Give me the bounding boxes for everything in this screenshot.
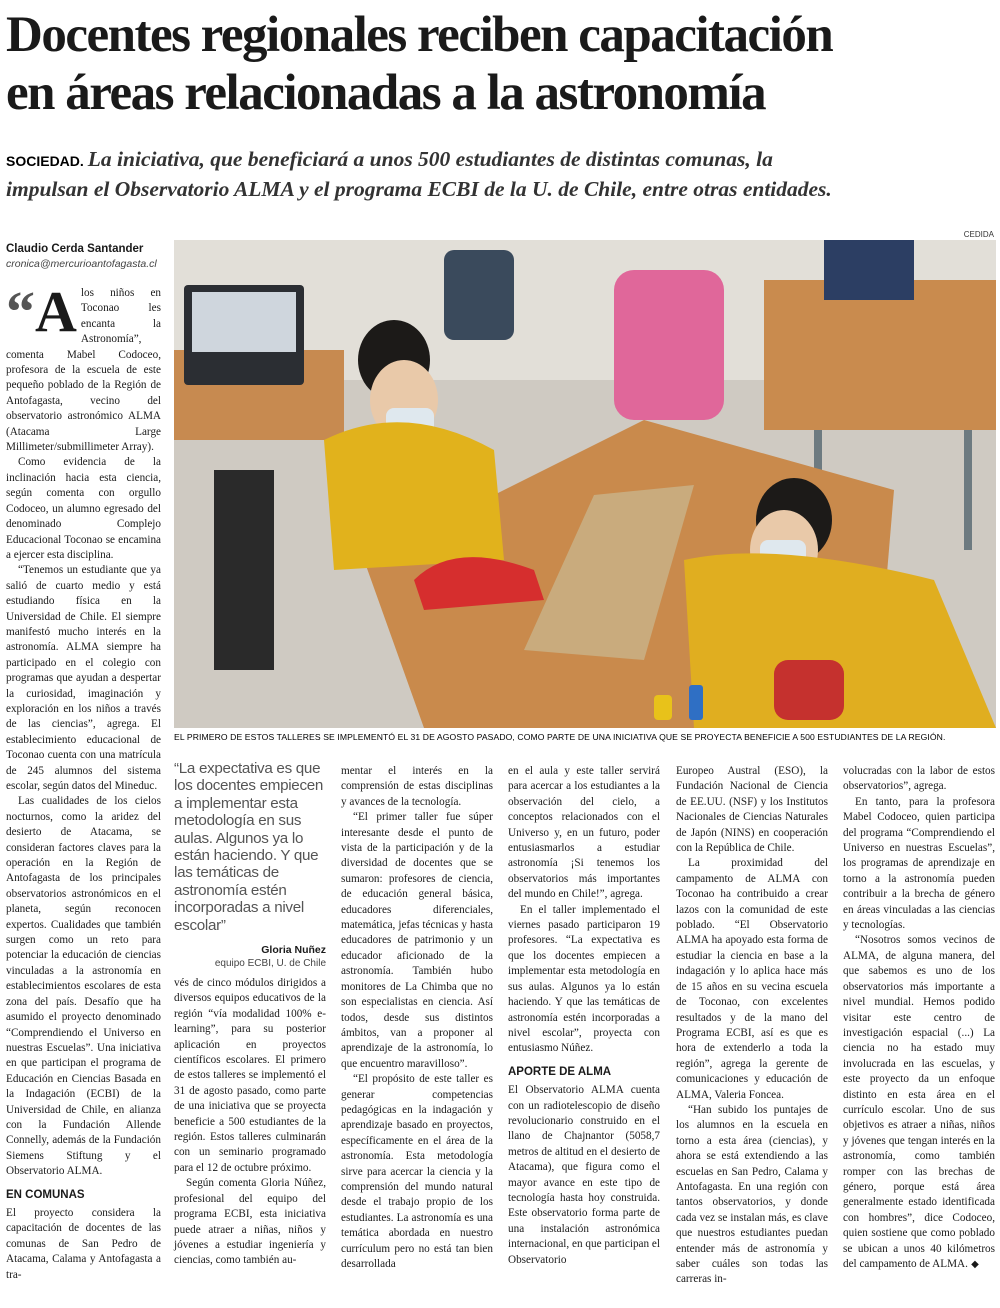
paragraph: “El primer taller fue súper interesante desde el punto de vista de la participación y de la diversidad de docentes que se sumaron: profesores de ciencia, de educación general básica, educadores diferenciales, matemática, jefas técnicas y hasta educadores de patrimonio y un educador aficionado de la astronomía. También hubo monitores de La Chimba que no son especialistas en ciencia. Así todos, desde sus distintos ámbitos, van a proponer al aprendizaje de la astronomía, lo que encuentro maravilloso”. bbox=[341, 811, 493, 1070]
paragraph: “Nosotros somos vecinos de ALMA, de alguna manera, del que sabemos es uno de los observatorios más importante a nivel mundial. Hemos podido visitar este centro de investigación espacial (...) La ciencia no ha estado muy involucrada en las escuelas, y este proyecto da un enfoque distinto en esta área en el currículo escolar. Uno de sus objetivos es atraer a niñas, niños y jóvenes que tengan interés en la astronomía, como también romper con las brechas de género, porque está área generalmente estado identificada con hombres”, dice Codoceo, quien sostiene que como poblado se ubican a unos 40 kilómetros del campamento de ALMA. ◆ bbox=[843, 934, 995, 1270]
classroom-illustration bbox=[174, 240, 996, 728]
column-5 bbox=[676, 764, 828, 1288]
paragraph: “Tenemos un estudiante que ya salió de cuarto medio y está estudiando física en la Universidad de Chile. El siempre manifestó mucho interés en la astronomía. ALMA siempre ha participado en el colegio con programas que ayudan a despertar la curiosidad, imaginación y exploración en los niños a través de las ciencias”, agrega. El establecimiento educacional de Toconao cuenta con una matrícula de 245 alumnos del sistema escolar, según datos del Mineduc. bbox=[6, 564, 161, 792]
paragraph: en el aula y este taller servirá para acercar a los estudiantes a la observación del cielo, a conceptos relacionados con el Universo y, en un futuro, poder entusiasmarlos a estudiar astronomía ¡Si tenemos los observatorios más importantes del mundo en Chile!”, agrega. bbox=[508, 765, 660, 901]
paragraph: Las cualidades de los cielos nocturnos, como la aridez del desierto de Atacama, se consideran factores claves para la operación en la Región de Antofagasta de los principales observatorios astronómicos en el planeta, según reconocen expertos. Cualidades que también surgen como un reto para potenciar la educación de ciencias vinculadas a la astronomía en establecimientos escolares de esta zona del país. Desafío que ha asumido el proyecto denominado “Comprendiendo el Universo en nuestras Escuelas”. Una iniciativa en que participan el programa de Educación en Ciencias Basada en la Indagación (ECBI) de la Universidad de Chile, en alianza con la Fundación Allende Connelly, además de la Fundación Siemens Stiftung y el Observatorio ALMA. bbox=[6, 795, 161, 1178]
article-photo bbox=[174, 240, 996, 728]
lede-line-1 bbox=[6, 145, 996, 175]
section-tag: SOCIEDAD. bbox=[6, 153, 84, 169]
photo-credit: CEDIDA bbox=[963, 230, 994, 239]
paragraph: “Han subido los puntajes de los alumnos en la escuela en torno a esta área (ciencias), y ahora se está extendiendo a las escuelas en San Pedro, Calama y Antofagasta. En una región con tantos observatorios, y donde cada vez se instalan más, es clave que nuestros estudiantes puedan entender más de astronomía y saber cuáles son todas las carreras in- bbox=[676, 1103, 828, 1286]
paragraph: Europeo Austral (ESO), la Fundación Nacional de Ciencia de EE.UU. (NSF) y los Institutos Nacionales de Ciencias Naturales de Japón (NINS) en cooperación con la República de Chile. bbox=[676, 765, 828, 855]
end-mark-icon: ◆ bbox=[967, 1259, 979, 1270]
pull-quote bbox=[174, 760, 326, 969]
byline bbox=[6, 243, 166, 270]
column-4 bbox=[508, 764, 660, 1268]
column-3 bbox=[341, 764, 493, 1272]
headline bbox=[6, 6, 996, 122]
paragraph: “A los niños en Toconao les encanta la Astronomía”, comenta Mabel Codoceo, profesora de la escuela de este pequeño poblado de la Región de Antofagasta, vecino del observatorio astronómico ALMA (Atacama Large Millimeter/submillimeter Array). bbox=[6, 279, 161, 454]
column-2 bbox=[174, 976, 326, 1269]
paragraph: En tanto, para la profesora Mabel Codoceo, quien participa del programa “Comprendiendo el Universo en nuestras Escuelas”, los programas de aprendizaje en torno a la astronomía pueden contribuir a la brecha de género en áreas vinculadas a las ciencias y tecnologías. bbox=[843, 795, 995, 932]
byline-email[interactable]: cronica@mercurioantofagasta.cl bbox=[6, 258, 157, 270]
lede-text-1: La iniciativa, que beneficiará a unos 500 estudiantes de distintas comunas, la bbox=[87, 147, 773, 171]
paragraph: El proyecto considera la capacitación de docentes de las comunas de San Pedro de Atacama, Calama y Antofagasta a tra- bbox=[6, 1206, 161, 1281]
byline-author: Claudio Cerda Santander bbox=[6, 243, 144, 255]
subheading-en-comunas: EN COMUNAS bbox=[6, 1188, 85, 1201]
drop-cap: “A bbox=[6, 279, 77, 344]
pull-quote-role: equipo ECBI, U. de Chile bbox=[214, 958, 326, 970]
paragraph: Según comenta Gloria Núñez, profesional del equipo del programa ECBI, esta iniciativa puede atraer a niñas, niños y jóvenes a estudiar ingeniería y ciencias, como también au- bbox=[174, 1177, 326, 1267]
paragraph: Como evidencia de la inclinación hacia esta ciencia, según comenta con orgullo Codoceo, un alumno egresado del denominado Complejo Educacional Toconao se encamina a ejercer esta disciplina. bbox=[6, 456, 161, 561]
headline-line-1: Docentes regionales reciben capacitación bbox=[6, 7, 833, 63]
photo-caption: EL PRIMERO DE ESTOS TALLERES SE IMPLEMENTÓ EL 31 DE AGOSTO PASADO, COMO PARTE DE UNA INICIATIVA QUE SE PROYECTA BENEFICIE A 500 ESTUDIANTES DE LA REGIÓN. bbox=[174, 732, 946, 742]
subheading-aporte-de-alma: APORTE DE ALMA bbox=[508, 1065, 612, 1078]
quote-mark-icon: “ bbox=[6, 279, 35, 344]
paragraph: “El propósito de este taller es generar competencias pedagógicas en la indagación y aprendizaje basado en proyectos, específicamente en el área de la astronomía. Esta metodología sirve para acercar la ciencia y la comprensión del mundo natural desde el trabajo propio de los estudiantes. La astronomía es una temática abordada en nuestro currículum pero no está tan bien desarrollada bbox=[341, 1073, 493, 1270]
column-1 bbox=[6, 279, 161, 1283]
lede bbox=[6, 145, 996, 203]
pull-quote-name: Gloria Nuñez bbox=[261, 944, 326, 957]
paragraph: volucradas con la labor de estos observatorios”, agrega. bbox=[843, 765, 995, 793]
lede-text-2: impulsan el Observatorio ALMA y el programa ECBI de la U. de Chile, entre otras entidades. bbox=[6, 177, 832, 201]
paragraph: El Observatorio ALMA cuenta con un radiotelescopio de diseño revolucionario construido en el llano de Chajnantor (5058,7 metros de altitud en el desierto de Atacama), que figura como el mayor avance en este tipo de tecnología hasta hoy construida. Este observatorio forma parte de una instalación astronómica internacional, en que participan el Observatorio bbox=[508, 1084, 660, 1266]
headline-line-2: en áreas relacionadas a la astronomía bbox=[6, 65, 766, 121]
paragraph: La proximidad del campamento de ALMA con Toconao ha contribuido a crear lazos con la comunidad de este poblado. “El Observatorio ALMA ha apoyado esta forma de estudiar la ciencia en base a la indagación y lo aplica hace más de 15 años en su vecina escuela de Toconao, con excelentes resultados y de la mano del Programa ECBI, así es que es hora de extenderlo a toda la región”, agrega la gerente de comunicaciones y educación de ALMA, Valeria Foncea. bbox=[676, 857, 828, 1101]
paragraph: vés de cinco módulos dirigidos a diversos equipos educativos de la región “vía modalidad 100% e-learning”, para su posterior aplicación en proyectos científicos escolares. El primero de estos talleres se implementó el 31 de agosto pasado, como parte de una iniciativa que se proyecta beneficie a 500 estudiantes de la región. Estos talleres culminarán con un seminario programado para el 12 de octubre próximo. bbox=[174, 977, 326, 1174]
pull-quote-text: “La expectativa es que los docentes empiecen a implementar esta metodología en sus aulas. Algunos ya lo están haciendo. Y que las temáticas de astronomía estén incorporadas a nivel escolar” bbox=[174, 760, 324, 934]
paragraph: En el taller implementado el viernes pasado participaron 19 profesores. “La expectativa es que los docentes empiecen a implementar esta metodología en sus aulas. Algunos ya lo están haciendo. Y que las temáticas de astronomía estén incorporadas a nivel escolar”, proyecta con entusiasmo Núñez. bbox=[508, 903, 660, 1055]
paragraph: mentar el interés en la comprensión de estas disciplinas y avances de la tecnología. bbox=[341, 765, 493, 808]
column-6 bbox=[843, 764, 995, 1272]
